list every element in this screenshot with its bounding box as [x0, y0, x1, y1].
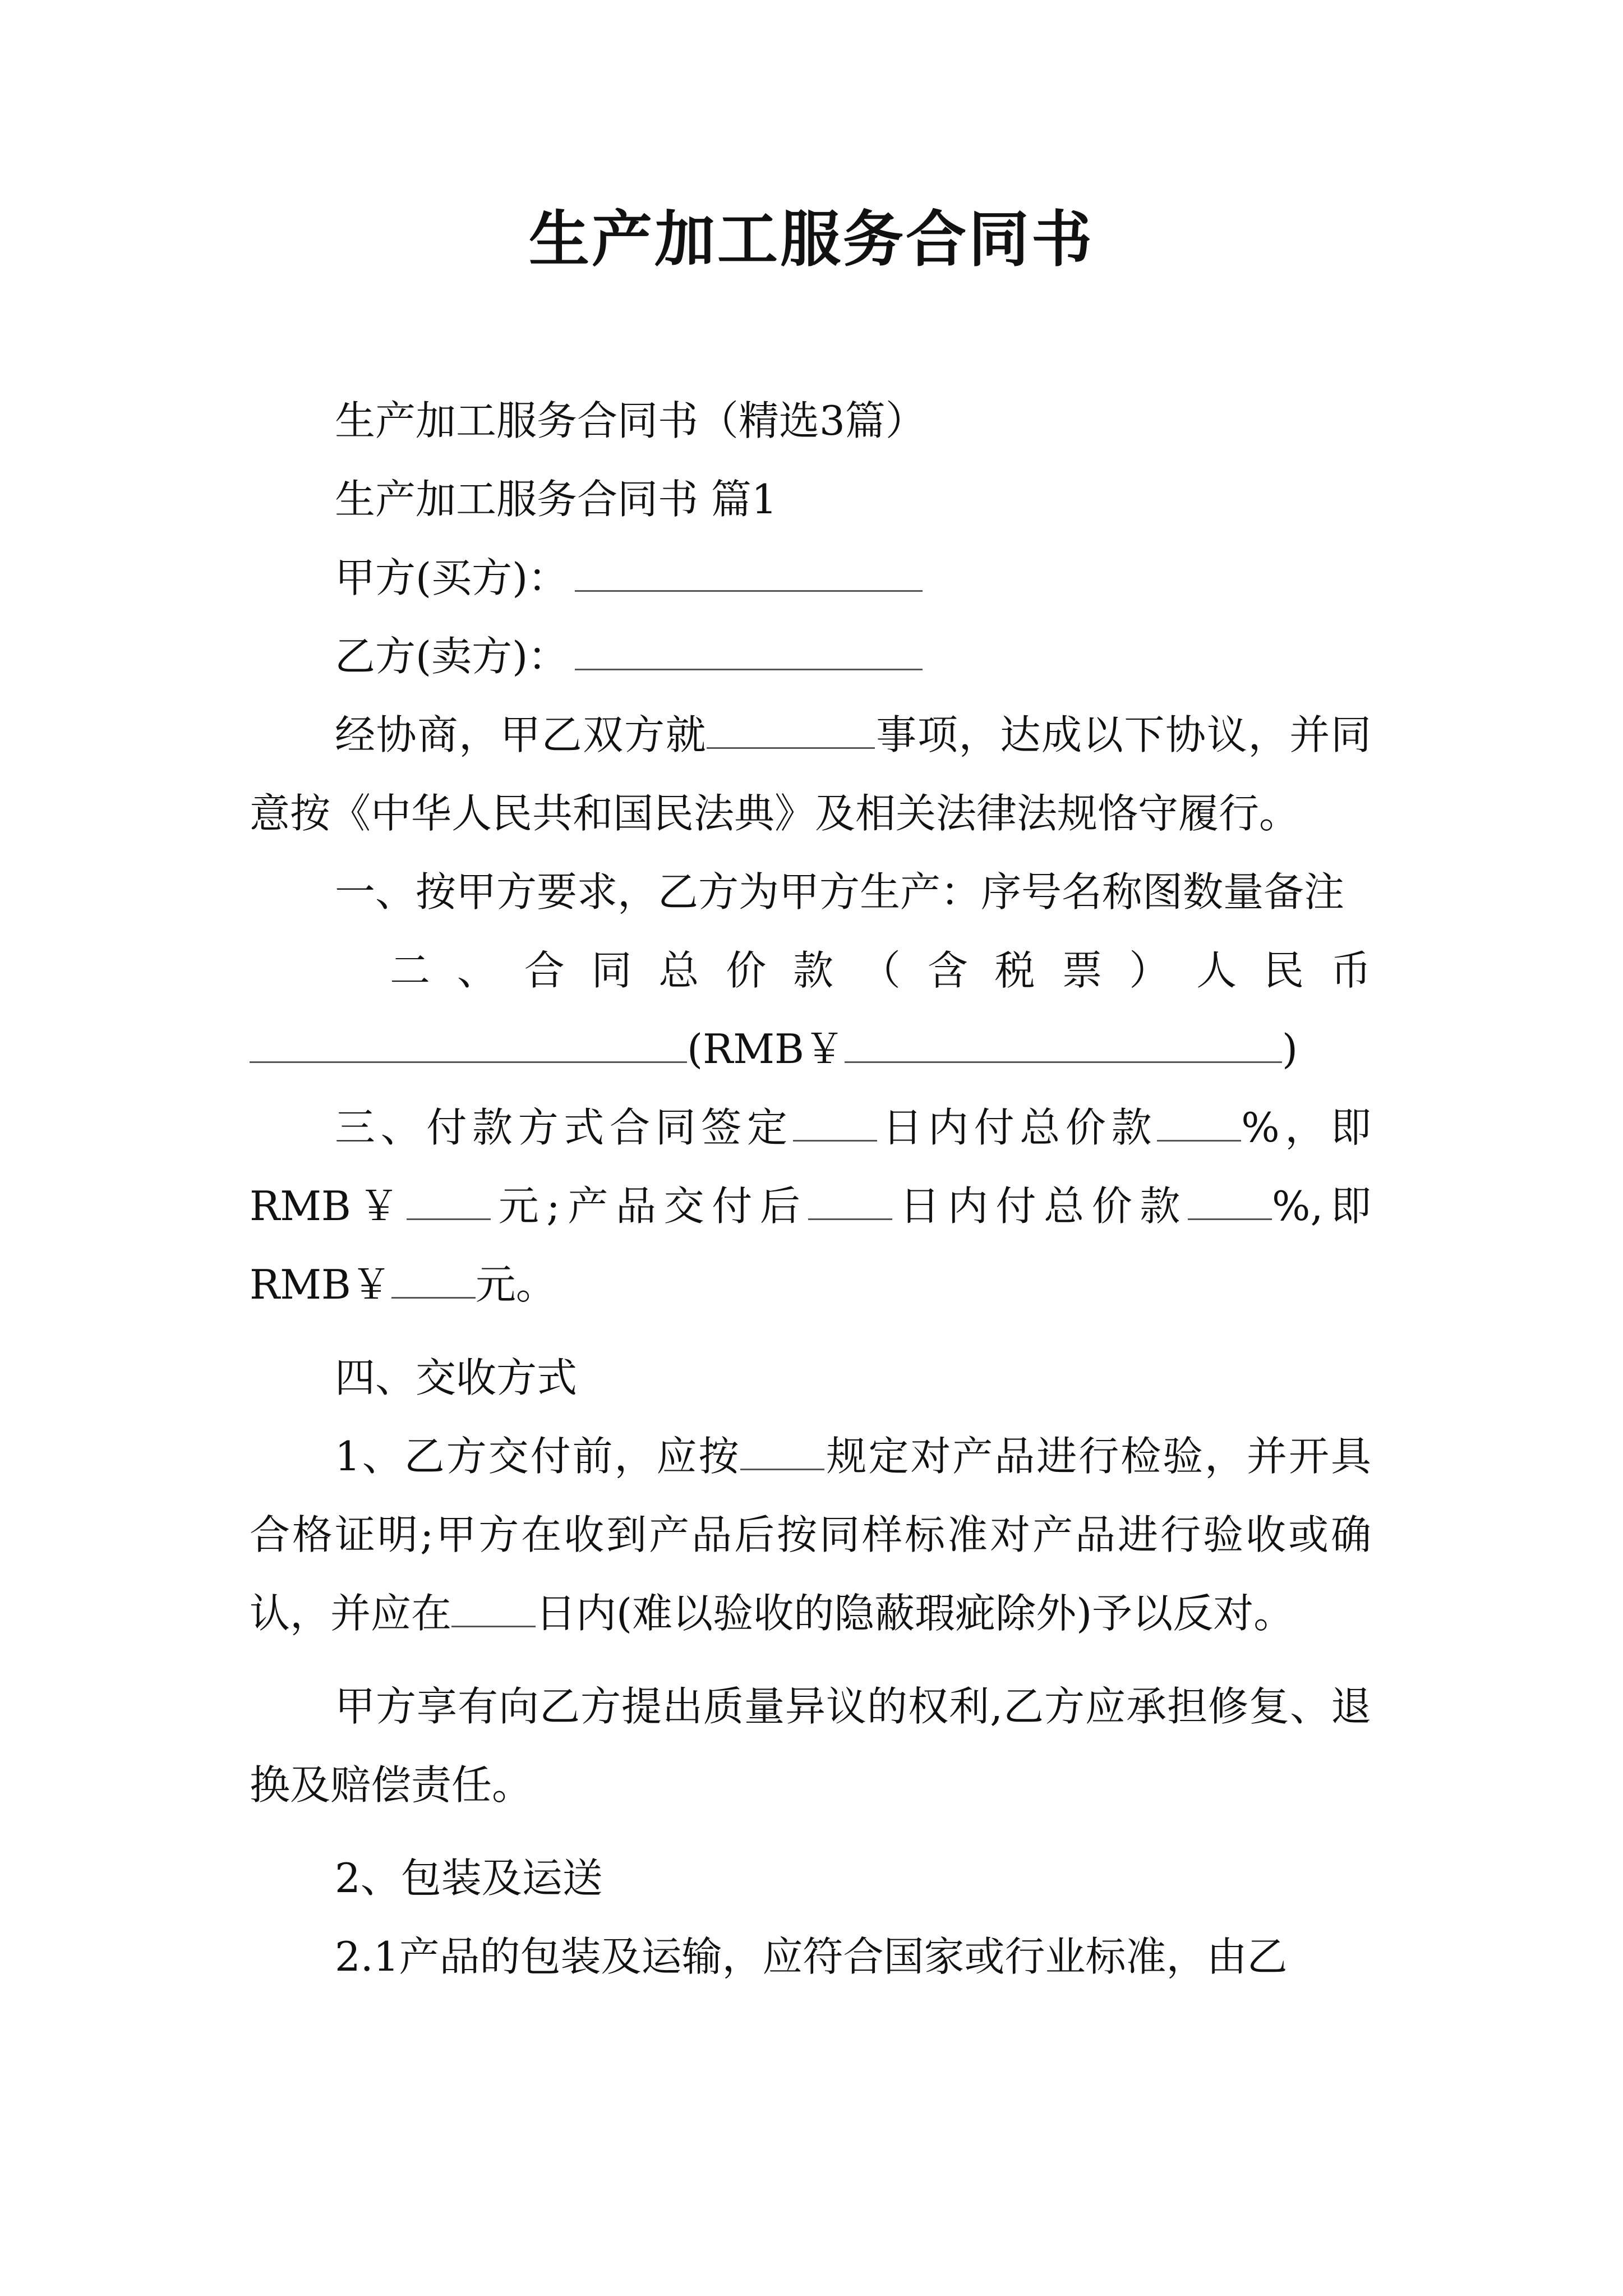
- paragraph-agreement: [250, 696, 1371, 853]
- payment-text: 日内付总价款: [892, 1182, 1188, 1230]
- delivery-percent-blank: [1188, 1185, 1272, 1220]
- clause-2-char: 币: [1330, 947, 1371, 994]
- clause-2-char: 民: [1263, 947, 1304, 994]
- inspection-text: 规定对产品进行检验，并开具合格证明;甲方在收到产品后按同样标准对产品进行验收或确认，并应在: [250, 1433, 1371, 1637]
- delivery-days-blank: [808, 1185, 892, 1220]
- party-a-label: 甲方(买方)：: [335, 554, 569, 601]
- clause-2-char: 二: [390, 947, 431, 994]
- payment-text: 日内付总价款: [877, 1104, 1158, 1151]
- clause-3-payment: [250, 1088, 1371, 1324]
- document-body: [250, 381, 1371, 1996]
- agreement-text-end: 事项，达成以下协议，并同意按《中华人民共和国民法典》及相关法律法规恪守履行。: [250, 711, 1371, 837]
- party-a-line: [250, 539, 1371, 617]
- clause-2-line: [250, 931, 1371, 1010]
- party-a-blank: [575, 556, 923, 592]
- clause-4-2-heading: 2、包装及运送: [335, 1855, 603, 1902]
- clause-2-char: 款: [793, 947, 834, 994]
- objection-days-blank: [451, 1592, 536, 1627]
- clause-2-char: 、: [457, 947, 497, 994]
- payment-days-blank: [793, 1106, 877, 1142]
- inspection-text: 1、乙方交付前，应按: [335, 1433, 741, 1480]
- clause-1: 一、按甲方要求，乙方为甲方生产：序号名称图数量备注: [335, 868, 1345, 915]
- paragraph-section-heading: 生产加工服务合同书 篇1: [335, 476, 777, 523]
- clause-4-2-1-packaging: 2.1产品的包装及运输，应符合国家或行业标准，由乙: [335, 1933, 1288, 1980]
- payment-text: 元。: [475, 1261, 556, 1308]
- price-figure-blank: [845, 1028, 1282, 1063]
- clause-4-1-inspection: [250, 1417, 1371, 1653]
- payment-text: 元;产品交付后: [491, 1182, 808, 1230]
- paragraph-subtitle: 生产加工服务合同书（精选3篇）: [335, 397, 926, 444]
- party-b-blank: [575, 635, 923, 670]
- clause-2-char: 价: [726, 947, 767, 994]
- clause-4-heading: 四、交收方式: [335, 1354, 578, 1401]
- clause-2-char: 税: [994, 947, 1035, 994]
- clause-2-char: 票: [1062, 947, 1103, 994]
- clause-2-char: 总: [658, 947, 699, 994]
- price-close-paren: ): [1281, 1025, 1298, 1073]
- clause-2-char: 人: [1196, 947, 1237, 994]
- clause-2-char: ）: [1129, 947, 1170, 994]
- party-b-line: [250, 617, 1371, 696]
- clause-2-char: （: [860, 947, 901, 994]
- payment-text: %，即RMB￥: [250, 1104, 1371, 1230]
- payment-text: %,即RMB￥: [250, 1182, 1371, 1308]
- agreement-text-start: 经协商，甲乙双方就: [335, 711, 707, 758]
- price-rmb-label: (RMB￥: [687, 1025, 845, 1073]
- inspection-standard-blank: [740, 1435, 824, 1470]
- party-b-label: 乙方(卖方)：: [335, 633, 569, 680]
- clause-2-char: 同: [591, 947, 632, 994]
- clause-2-char: 合: [524, 947, 565, 994]
- document-title: 生产加工服务合同书: [528, 204, 1094, 275]
- payment-text: 三、付款方式合同签定: [335, 1104, 793, 1151]
- clause-2-amount-line: [250, 1010, 1371, 1088]
- payment-percent-blank: [1157, 1106, 1241, 1142]
- quality-objection-paragraph: 甲方享有向乙方提出质量异议的权利,乙方应承担修复、退换及赔偿责任。: [250, 1683, 1371, 1809]
- clause-2-char: 含: [927, 947, 968, 994]
- delivery-amount-blank: [391, 1263, 476, 1299]
- price-rmb-blank: [250, 1028, 687, 1063]
- matter-blank: [707, 714, 875, 749]
- payment-amount-blank: [407, 1185, 491, 1220]
- inspection-text: 日内(难以验收的隐蔽瑕疵除外)予以反对。: [536, 1590, 1294, 1637]
